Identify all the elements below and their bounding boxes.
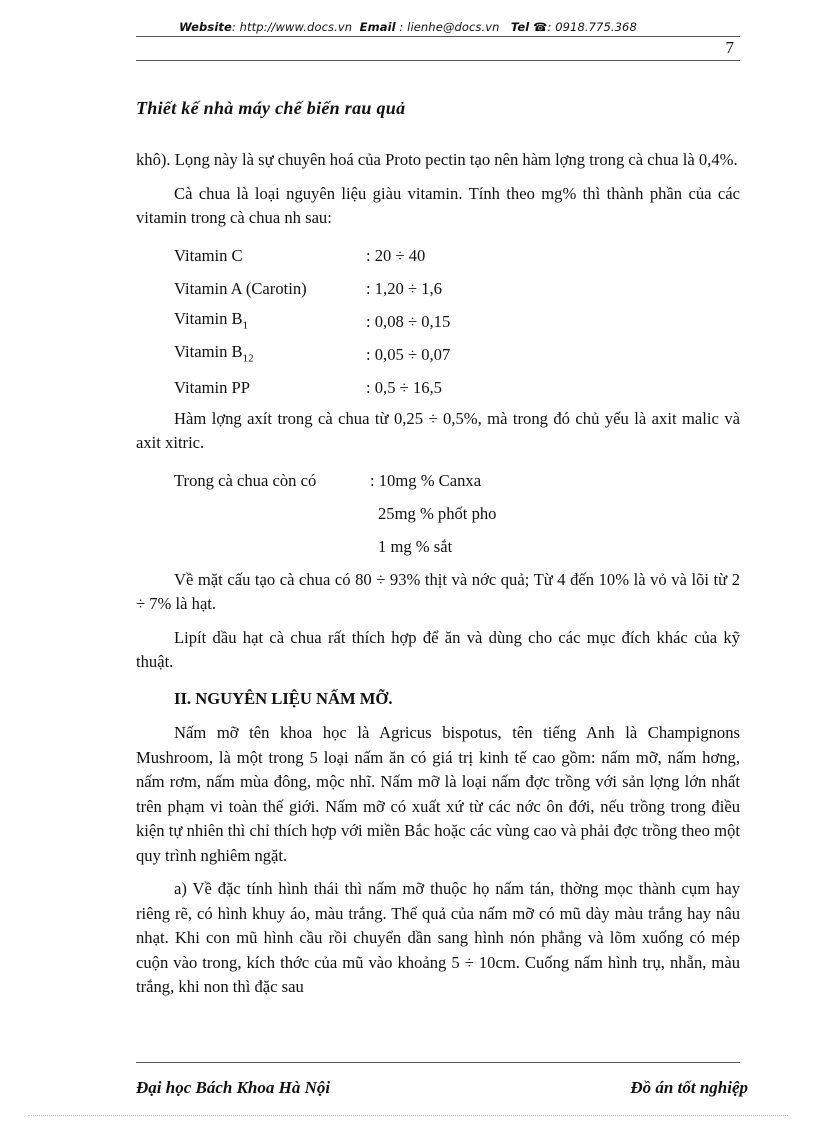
vitamin-row	[136, 306, 740, 339]
paragraph: Hàm lợng axít trong cà chua từ 0,25 ÷ 0,5%, mà trong đó chủ yếu là axit malic và axit xitric.	[136, 408, 740, 452]
mineral-row	[136, 498, 740, 531]
email-address[interactable]: : lienhe@docs.vn	[399, 20, 500, 34]
vitamin-name: Vitamin A (Carotin)	[174, 278, 307, 298]
paragraph: Về mặt cấu tạo cà chua có 80 ÷ 93% thịt và nớc quả; Từ 4 đến 10% là vỏ và lõi từ 2 ÷ 7% là hạt.	[136, 569, 740, 613]
page-body	[136, 148, 740, 1009]
vitamin-name: Vitamin PP	[174, 377, 250, 397]
tel-label: Tel	[510, 20, 530, 34]
tel-number: : 0918.775.368	[547, 20, 637, 34]
vitamin-row	[136, 339, 740, 372]
vitamin-value: : 0,08 ÷ 0,15	[366, 311, 451, 331]
vitamin-value: : 20 ÷ 40	[366, 245, 426, 265]
paragraph: Lipít dầu hạt cà chua rất thích hợp để ăn và dùng cho các mục đích khác của kỹ thuật.	[136, 627, 740, 671]
vitamin-row	[136, 273, 740, 306]
mineral-value: 25mg % phốt pho	[378, 503, 497, 523]
vitamin-value: : 1,20 ÷ 1,6	[366, 278, 442, 298]
vitamin-row	[136, 372, 740, 405]
vitamin-name: Vitamin $B_{12}$	[174, 341, 254, 364]
mineral-list	[136, 465, 740, 564]
header-divider-bottom	[136, 60, 740, 61]
footer-university: Đại học Bách Khoa Hà Nội	[136, 1078, 331, 1097]
mineral-value: 1 mg % sắt	[378, 536, 453, 556]
paragraph: Cà chua là loại nguyên liệu giàu vitamin. Tính theo mg% thì thành phần của các vitamin trong cà chua nh sau:	[136, 183, 740, 227]
footer-project: Đồ án tốt nghiệp	[630, 1078, 748, 1097]
website-label: Website	[179, 20, 232, 34]
page-number: 7	[725, 38, 734, 57]
mineral-row	[136, 531, 740, 564]
website-url[interactable]: : http://www.docs.vn	[231, 20, 353, 34]
mineral-value: : 10mg % Canxa	[370, 470, 482, 490]
paragraph: a) Về đặc tính hình thái thì nấm mỡ thuộc họ nấm tán, thờng mọc thành cụm hay riêng rẽ, có hình khuy áo, màu trắng. Thể quả của nấm mỡ có mũ dày màu trắng hay nâu nhạt. Khi con mũ hình cầu rồi chuyển dần sang hình nón phẳng và lõm xuống có mép cuộn vào trong, kích thớc của mũ vào khoảng 5 ÷ 10cm. Cuống nấm hình trụ, nhẵn, màu trắng, khi non thì đặc sau	[136, 879, 740, 996]
vitamin-list	[136, 240, 740, 405]
paragraph: khô). Lọng này là sự chuyên hoá của Proto pectin tạo nên hàm lợng trong cà chua là 0,4%.	[136, 150, 738, 169]
page-edge-divider	[28, 1115, 788, 1116]
document-title: Thiết kế nhà máy chế biến rau quả	[136, 98, 406, 118]
phone-icon: ☎	[533, 20, 548, 34]
vitamin-name: Vitamin C	[174, 245, 243, 265]
vitamin-row	[136, 240, 740, 273]
vitamin-value: : 0,5 ÷ 16,5	[366, 377, 442, 397]
header-website-line	[0, 20, 816, 34]
section-heading: II. NGUYÊN LIỆU NẤM MỠ.	[174, 688, 393, 708]
footer-divider	[136, 1062, 740, 1063]
email-label: Email	[359, 20, 396, 34]
mineral-label: Trong cà chua còn có	[174, 470, 317, 490]
vitamin-value: : 0,05 ÷ 0,07	[366, 344, 451, 364]
header-divider-top	[136, 36, 740, 37]
paragraph: Nấm mỡ tên khoa học là Agricus bispotus, tên tiếng Anh là Champignons Mushroom, là một trong 5 loại nấm ăn có giá trị kinh tế cao gồm: nấm mỡ, nấm hơng, nấm rơm, nấm mùa đông, mộc nhĩ. Nấm mỡ là loại nấm đợc trồng với sản lợng lớn nhất trên phạm vi toàn thế giới. Nấm mỡ có xuất xứ từ các nớc ôn đới, nếu trồng trong điều kiện tự nhiên thì chỉ thích hợp với miền Bắc hoặc các vùng cao và phải đợc trồng theo một quy trình nghiêm ngặt.	[136, 723, 740, 865]
mineral-row	[136, 465, 740, 498]
vitamin-name: Vitamin $B_1$	[174, 308, 249, 331]
